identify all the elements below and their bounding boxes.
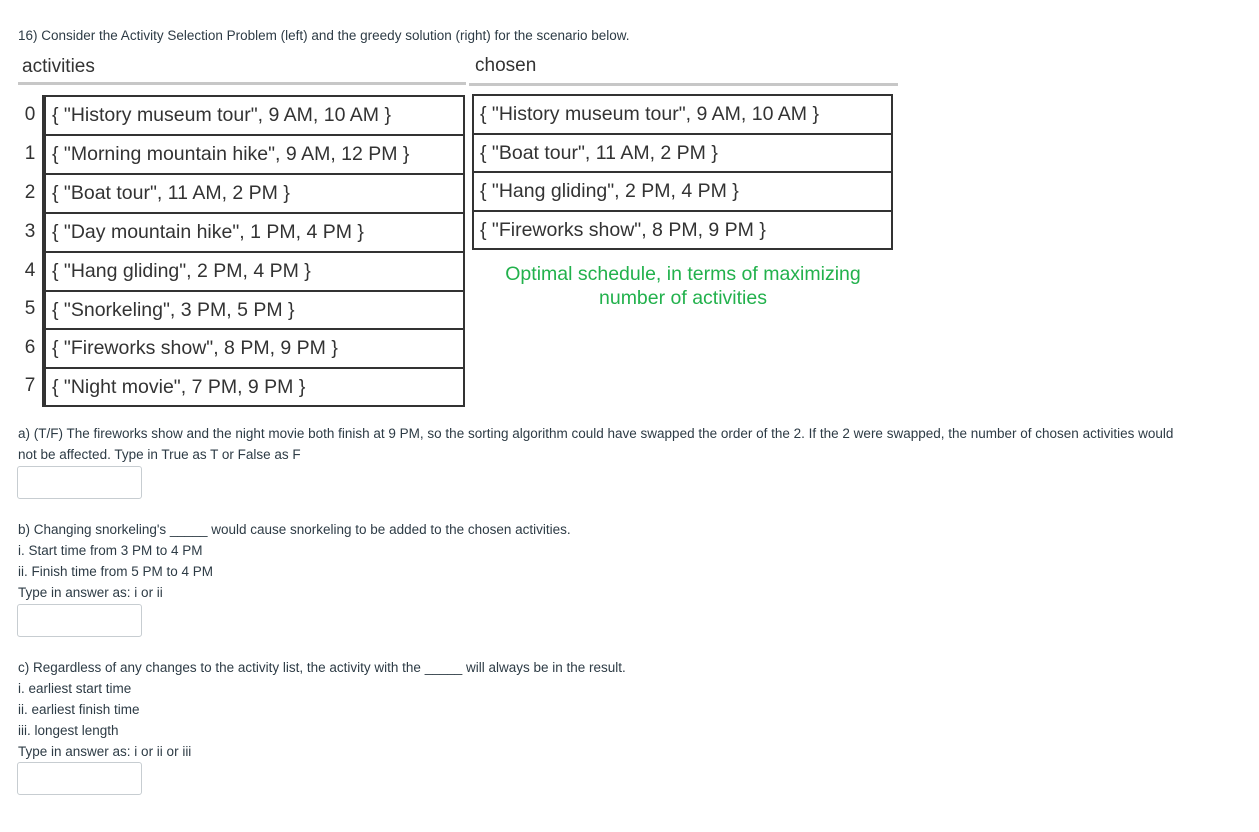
part-a-prompt: a) (T/F) The fireworks show and the night movie both finish at 9 PM, so the sorting algorithm could have swapped the order of the 2. If the 2 were swapped, the number of chosen activities would (18, 426, 1174, 441)
activity-index: 3 (24, 221, 36, 242)
activity-index: 6 (24, 337, 36, 358)
activity-row: { "Snorkeling", 3 PM, 5 PM } (44, 290, 465, 330)
optimal-schedule-note (478, 262, 888, 310)
part-c-option-i: i. earliest start time (18, 681, 132, 696)
part-b-prompt: b) Changing snorkeling's _____ would cause snorkeling to be added to the chosen activities. (18, 522, 571, 537)
activity-row: { "Day mountain hike", 1 PM, 4 PM } (44, 212, 465, 253)
chosen-header: chosen (475, 55, 537, 76)
activity-row: { "History museum tour", 9 AM, 10 AM } (44, 95, 465, 136)
part-c-option-iii: iii. longest length (18, 723, 119, 738)
chosen-row: { "Hang gliding", 2 PM, 4 PM } (472, 171, 893, 212)
question-title: 16) Consider the Activity Selection Problem (left) and the greedy solution (right) for the scenario below. (18, 28, 630, 43)
activity-index: 4 (24, 260, 36, 281)
optimal-note-line2: number of activities (599, 287, 767, 309)
chosen-header-underline (469, 83, 898, 86)
activities-header: activities (22, 56, 95, 77)
part-b-answer-input[interactable] (17, 604, 142, 637)
part-c-option-ii: ii. earliest finish time (18, 702, 140, 717)
chosen-row: { "Fireworks show", 8 PM, 9 PM } (472, 210, 893, 250)
part-b-instruction: Type in answer as: i or ii (18, 585, 163, 600)
activity-row: { "Boat tour", 11 AM, 2 PM } (44, 173, 465, 214)
activity-index: 5 (24, 298, 36, 319)
activity-row: { "Morning mountain hike", 9 AM, 12 PM } (44, 134, 465, 175)
part-a-answer-input[interactable] (17, 466, 142, 499)
part-c-answer-input[interactable] (17, 762, 142, 795)
activity-row: { "Night movie", 7 PM, 9 PM } (44, 367, 465, 407)
part-c-instruction: Type in answer as: i or ii or iii (18, 744, 192, 759)
activity-index: 0 (24, 104, 36, 125)
activity-index: 1 (24, 143, 36, 164)
chosen-row: { "Boat tour", 11 AM, 2 PM } (472, 133, 893, 173)
chosen-row: { "History museum tour", 9 AM, 10 AM } (472, 94, 893, 135)
part-b-option-ii: ii. Finish time from 5 PM to 4 PM (18, 564, 214, 579)
part-c-prompt: c) Regardless of any changes to the activity list, the activity with the _____ will always be in the result. (18, 660, 626, 675)
part-b-option-i: i. Start time from 3 PM to 4 PM (18, 543, 203, 558)
activities-header-underline (18, 82, 466, 85)
part-a-instruction: not be affected. Type in True as T or False as F (18, 447, 301, 462)
activity-row: { "Fireworks show", 8 PM, 9 PM } (44, 328, 465, 369)
activity-index: 2 (24, 182, 36, 203)
activity-index: 7 (24, 375, 36, 396)
activity-row: { "Hang gliding", 2 PM, 4 PM } (44, 251, 465, 292)
optimal-note-line1: Optimal schedule, in terms of maximizing (505, 263, 861, 285)
